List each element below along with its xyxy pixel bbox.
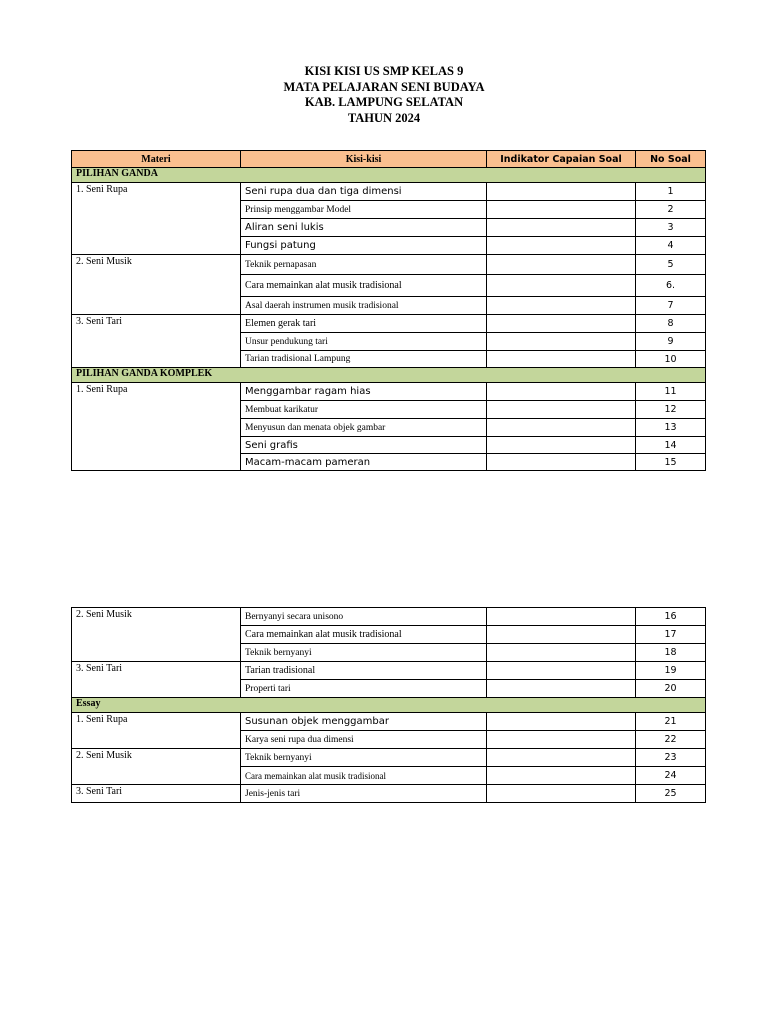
kisi-cell: Unsur pendukung tari [241, 333, 487, 351]
table-row [72, 749, 706, 767]
materi-cell: 2. Seni Musik [72, 749, 241, 785]
no-soal-cell: 22 [636, 731, 706, 749]
no-soal-cell: 3 [636, 219, 706, 237]
table-row [72, 713, 706, 731]
indikator-cell [487, 419, 636, 437]
table-row [72, 785, 706, 803]
kisi-cell: Menyusun dan menata objek gambar [241, 419, 487, 437]
no-soal-cell: 5 [636, 255, 706, 275]
kisi-cell: Elemen gerak tari [241, 315, 487, 333]
table-header-row [72, 151, 706, 168]
kisi-cell: Karya seni rupa dua dimensi [241, 731, 487, 749]
no-soal-cell: 24 [636, 767, 706, 785]
indikator-cell [487, 351, 636, 368]
kisi-cell: Susunan objek menggambar [241, 713, 487, 731]
kisi-cell: Aliran seni lukis [241, 219, 487, 237]
no-soal-cell: 9 [636, 333, 706, 351]
no-soal-cell: 23 [636, 749, 706, 767]
kisi-cell: Teknik bernyanyi [241, 749, 487, 767]
no-soal-cell: 13 [636, 419, 706, 437]
materi-cell: 3. Seni Tari [72, 315, 241, 368]
indikator-cell [487, 662, 636, 680]
kisi-cell: Prinsip menggambar Model [241, 201, 487, 219]
indikator-cell [487, 401, 636, 419]
indikator-cell [487, 454, 636, 471]
indikator-cell [487, 644, 636, 662]
indikator-cell [487, 767, 636, 785]
materi-cell: 2. Seni Musik [72, 608, 241, 662]
indikator-cell [487, 626, 636, 644]
kisi-cell: Properti tari [241, 680, 487, 698]
section-pilihan-ganda: PILIHAN GANDA [72, 168, 706, 183]
no-soal-cell: 25 [636, 785, 706, 803]
indikator-cell [487, 437, 636, 454]
kisi-cell: Cara memainkan alat musik tradisional [241, 767, 487, 785]
no-soal-cell: 12 [636, 401, 706, 419]
kisi-cell: Teknik pernapasan [241, 255, 487, 275]
materi-cell: 1. Seni Rupa [72, 713, 241, 749]
indikator-cell [487, 201, 636, 219]
materi-cell: 2. Seni Musik [72, 255, 241, 315]
document-title [0, 64, 768, 126]
no-soal-cell: 10 [636, 351, 706, 368]
header-indikator: Indikator Capaian Soal [487, 151, 636, 168]
indikator-cell [487, 275, 636, 297]
table-row [72, 183, 706, 201]
indikator-cell [487, 713, 636, 731]
indikator-cell [487, 680, 636, 698]
header-materi: Materi [72, 151, 241, 168]
indikator-cell [487, 731, 636, 749]
table-row [72, 608, 706, 626]
table-row [72, 255, 706, 275]
indikator-cell [487, 219, 636, 237]
kisi-cell: Teknik bernyanyi [241, 644, 487, 662]
section-row [72, 368, 706, 383]
kisi-cell: Macam-macam pameran [241, 454, 487, 471]
kisi-cell: Membuat karikatur [241, 401, 487, 419]
indikator-cell [487, 237, 636, 255]
indikator-cell [487, 383, 636, 401]
no-soal-cell: 20 [636, 680, 706, 698]
materi-cell: 3. Seni Tari [72, 662, 241, 698]
header-kisi: Kisi-kisi [241, 151, 487, 168]
no-soal-cell: 2 [636, 201, 706, 219]
no-soal-cell: 18 [636, 644, 706, 662]
section-pilihan-ganda-komplek: PILIHAN GANDA KOMPLEK [72, 368, 706, 383]
indikator-cell [487, 315, 636, 333]
no-soal-cell: 14 [636, 437, 706, 454]
indikator-cell [487, 255, 636, 275]
kisi-cell: Cara memainkan alat musik tradisional [241, 626, 487, 644]
materi-cell: 1. Seni Rupa [72, 383, 241, 471]
kisi-table-part-2 [71, 607, 706, 803]
section-row [72, 168, 706, 183]
kisi-cell: Bernyanyi secara unisono [241, 608, 487, 626]
indikator-cell [487, 785, 636, 803]
table-row [72, 315, 706, 333]
materi-cell: 3. Seni Tari [72, 785, 241, 803]
no-soal-cell: 8 [636, 315, 706, 333]
table-row [72, 383, 706, 401]
no-soal-cell: 11 [636, 383, 706, 401]
no-soal-cell: 17 [636, 626, 706, 644]
title-line-3: KAB. LAMPUNG SELATAN [304, 95, 464, 109]
kisi-cell: Cara memainkan alat musik tradisional [241, 275, 487, 297]
no-soal-cell: 16 [636, 608, 706, 626]
kisi-cell: Fungsi patung [241, 237, 487, 255]
no-soal-cell: 1 [636, 183, 706, 201]
title-line-2: MATA PELAJARAN SENI BUDAYA [283, 79, 485, 94]
title-line-1: KISI KISI US SMP KELAS 9 [304, 64, 464, 78]
indikator-cell [487, 297, 636, 315]
kisi-cell: Tarian tradisional Lampung [241, 351, 487, 368]
header-no-soal: No Soal [636, 151, 706, 168]
no-soal-cell: 15 [636, 454, 706, 471]
table-row [72, 662, 706, 680]
no-soal-cell: 21 [636, 713, 706, 731]
indikator-cell [487, 333, 636, 351]
kisi-table-part-1 [71, 150, 706, 471]
indikator-cell [487, 749, 636, 767]
kisi-cell: Menggambar ragam hias [241, 383, 487, 401]
kisi-cell: Tarian tradisional [241, 662, 487, 680]
no-soal-cell: 7 [636, 297, 706, 315]
title-line-4: TAHUN 2024 [347, 110, 421, 125]
no-soal-cell: 6. [636, 275, 706, 297]
kisi-cell: Seni rupa dua dan tiga dimensi [241, 183, 487, 201]
materi-cell: 1. Seni Rupa [72, 183, 241, 255]
indikator-cell [487, 608, 636, 626]
kisi-cell: Seni grafis [241, 437, 487, 454]
indikator-cell [487, 183, 636, 201]
kisi-cell: Jenis-jenis tari [241, 785, 487, 803]
section-row [72, 698, 706, 713]
kisi-cell: Asal daerah instrumen musik tradisional [241, 297, 487, 315]
no-soal-cell: 19 [636, 662, 706, 680]
section-essay: Essay [72, 698, 706, 713]
no-soal-cell: 4 [636, 237, 706, 255]
